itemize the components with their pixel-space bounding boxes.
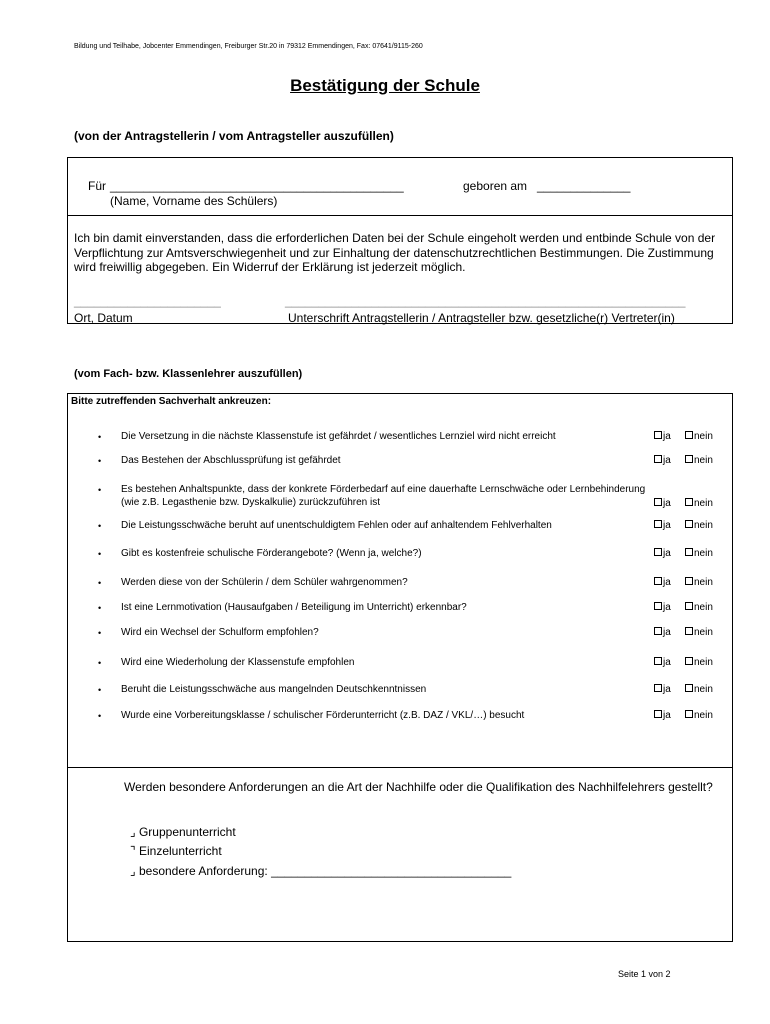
header-line: Bildung und Teilhabe, Jobcenter Emmendingen, Freiburger Str.20 in 79312 Emmendingen, Fax: 07641/9115-260 xyxy=(74,43,423,50)
place-date-field[interactable]: ______________________ xyxy=(74,294,221,308)
checkbox-yes-label: ja xyxy=(663,602,671,613)
bullet-icon: • xyxy=(98,603,102,613)
option-special-requirement[interactable] xyxy=(130,864,511,878)
signature-label: Unterschrift Antragstellerin / Antragsteller bzw. gesetzliche(r) Vertreter(in) xyxy=(288,311,675,325)
checkbox-yes-label: ja xyxy=(663,431,671,442)
bullet-icon: • xyxy=(98,628,102,638)
checkbox-icon[interactable] xyxy=(685,627,693,635)
question-text: Wird ein Wechsel der Schulform empfohlen? xyxy=(121,627,319,638)
checkbox-no[interactable] xyxy=(685,455,713,466)
checkbox-yes[interactable] xyxy=(654,657,671,668)
question-text: Werden diese von der Schülerin / dem Schüler wahrgenommen? xyxy=(121,577,408,588)
checkbox-icon[interactable] xyxy=(654,710,662,718)
checkbox-no[interactable] xyxy=(685,657,713,668)
checkbox-no-label: nein xyxy=(694,577,713,588)
requirements-question: Werden besondere Anforderungen an die Art der Nachhilfe oder die Qualifikation des Nachhilfelehrers gestellt? xyxy=(124,780,713,794)
checkbox-yes[interactable] xyxy=(654,627,671,638)
question-text: Das Bestehen der Abschlussprüfung ist gefährdet xyxy=(121,455,341,466)
checkbox-no[interactable] xyxy=(685,602,713,613)
checkbox-icon[interactable] xyxy=(654,577,662,585)
for-label: Für xyxy=(88,179,106,193)
page-title: Bestätigung der Schule xyxy=(290,76,480,95)
checkbox-icon[interactable] xyxy=(685,657,693,665)
bullet-icon: • xyxy=(98,578,102,588)
divider xyxy=(67,215,733,216)
signature-field[interactable]: ____________________________________________________________ xyxy=(285,294,686,308)
checkbox-no[interactable] xyxy=(685,548,713,559)
checkbox-icon[interactable]: ⌝ xyxy=(130,844,139,858)
question-text: Beruht die Leistungsschwäche aus mangelnden Deutschkenntnissen xyxy=(121,684,427,695)
option-label: Einzelunterricht xyxy=(138,844,222,858)
bullet-icon: • xyxy=(98,549,102,559)
question-text: Wird eine Wiederholung der Klassenstufe empfohlen xyxy=(121,657,355,668)
checkbox-no-label: nein xyxy=(694,431,713,442)
checkbox-yes-label: ja xyxy=(663,657,671,668)
name-hint: (Name, Vorname des Schülers) xyxy=(110,194,278,208)
bullet-icon: • xyxy=(98,521,102,531)
checkbox-icon[interactable] xyxy=(685,710,693,718)
checkbox-no[interactable] xyxy=(685,710,713,721)
checkbox-icon[interactable] xyxy=(685,602,693,610)
checkbox-yes-label: ja xyxy=(663,627,671,638)
checkbox-yes-label: ja xyxy=(663,710,671,721)
bullet-icon: • xyxy=(98,456,102,466)
requirement-field[interactable]: ____________________________________ xyxy=(271,864,512,878)
bullet-icon: • xyxy=(98,685,102,695)
checkbox-no[interactable] xyxy=(685,498,713,509)
checkbox-icon[interactable] xyxy=(685,455,693,463)
checkbox-icon[interactable] xyxy=(654,431,662,439)
checkbox-yes-label: ja xyxy=(663,498,671,509)
checkbox-icon[interactable]: ⌟ xyxy=(130,825,139,839)
checkbox-yes[interactable] xyxy=(654,498,671,509)
checkbox-no[interactable] xyxy=(685,577,713,588)
checkbox-no-label: nein xyxy=(694,627,713,638)
section2-subtitle: (vom Fach- bzw. Klassenlehrer auszufüllen) xyxy=(74,368,303,380)
bullet-icon: • xyxy=(98,485,102,495)
checkbox-no-label: nein xyxy=(694,657,713,668)
checkbox-icon[interactable] xyxy=(654,684,662,692)
bullet-icon: • xyxy=(98,711,102,721)
checkbox-no-label: nein xyxy=(694,684,713,695)
checkbox-no[interactable] xyxy=(685,627,713,638)
page-number: Seite 1 von 2 xyxy=(618,969,671,979)
option-label: besondere Anforderung: xyxy=(138,864,268,878)
checkbox-icon[interactable] xyxy=(685,431,693,439)
checkbox-icon[interactable]: ⌟ xyxy=(130,864,139,878)
bullet-icon: • xyxy=(98,432,102,442)
checkbox-yes[interactable] xyxy=(654,684,671,695)
checkbox-yes-label: ja xyxy=(663,684,671,695)
instruction-text: Bitte zutreffenden Sachverhalt ankreuzen: xyxy=(71,396,272,407)
question-text: Wurde eine Vorbereitungsklasse / schulischer Förderunterricht (z.B. DAZ / VKL/…) besucht xyxy=(121,710,525,721)
checkbox-icon[interactable] xyxy=(654,602,662,610)
option-label: Gruppenunterricht xyxy=(138,825,236,839)
checkbox-yes[interactable] xyxy=(654,710,671,721)
checkbox-no-label: nein xyxy=(694,602,713,613)
checkbox-yes[interactable] xyxy=(654,520,671,531)
checkbox-icon[interactable] xyxy=(685,684,693,692)
question-text: Die Leistungsschwäche beruht auf unentschuldigtem Fehlen oder auf anhaltendem Fehlverhalten xyxy=(121,520,552,531)
checkbox-icon[interactable] xyxy=(654,627,662,635)
checkbox-icon[interactable] xyxy=(685,577,693,585)
checkbox-no-label: nein xyxy=(694,548,713,559)
checkbox-no-label: nein xyxy=(694,710,713,721)
checkbox-yes-label: ja xyxy=(663,548,671,559)
checkbox-icon[interactable] xyxy=(654,548,662,556)
checkbox-yes-label: ja xyxy=(663,577,671,588)
option-single-lessons[interactable] xyxy=(130,844,222,858)
question-text: Die Versetzung in die nächste Klassenstufe ist gefährdet / wesentliches Lernziel wird nicht erreicht xyxy=(121,431,556,442)
birthdate-field[interactable]: ______________ xyxy=(537,179,631,193)
checkbox-no-label: nein xyxy=(694,455,713,466)
option-group-lessons[interactable] xyxy=(130,825,236,839)
name-field[interactable]: ____________________________________________ xyxy=(110,179,404,193)
question-text: Es bestehen Anhaltspunkte, dass der konkrete Förderbedarf auf eine dauerhafte Lernschwäche oder Lernbehinderung (wie z.B. Legasthenie bzw. Dyskalkulie) zurückzuführen ist xyxy=(121,484,646,508)
divider xyxy=(67,767,733,768)
checkbox-icon[interactable] xyxy=(654,520,662,528)
checkbox-icon[interactable] xyxy=(654,498,662,506)
checkbox-icon[interactable] xyxy=(685,548,693,556)
question-text: Gibt es kostenfreie schulische Förderangebote? (Wenn ja, welche?) xyxy=(121,548,422,559)
checkbox-yes[interactable] xyxy=(654,431,671,442)
checkbox-yes[interactable] xyxy=(654,548,671,559)
checkbox-no[interactable] xyxy=(685,431,713,442)
checkbox-yes-label: ja xyxy=(663,520,671,531)
checkbox-yes[interactable] xyxy=(654,455,671,466)
checkbox-no-label: nein xyxy=(694,498,713,509)
born-label: geboren am xyxy=(463,179,528,193)
checkbox-yes-label: ja xyxy=(663,455,671,466)
checkbox-icon[interactable] xyxy=(685,498,693,506)
checkbox-yes[interactable] xyxy=(654,577,671,588)
checkbox-icon[interactable] xyxy=(685,520,693,528)
question-text: Ist eine Lernmotivation (Hausaufgaben / Beteiligung im Unterricht) erkennbar? xyxy=(121,602,467,613)
place-date-label: Ort, Datum xyxy=(74,311,133,325)
consent-text: Ich bin damit einverstanden, dass die erforderlichen Daten bei der Schule eingeholt werden und entbinde Schule von der Verpflichtung zur Amtsverschwiegenheit und zur Einhaltung der datenschutzrechtlichen Bestimmungen. Die Zustimmung wird freiwillig abgegeben. Ein Widerruf der Erklärung ist jederzeit möglich. xyxy=(74,231,716,274)
checkbox-icon[interactable] xyxy=(654,657,662,665)
checkbox-no-label: nein xyxy=(694,520,713,531)
checkbox-icon[interactable] xyxy=(654,455,662,463)
section1-subtitle: (von der Antragstellerin / vom Antragsteller auszufüllen) xyxy=(74,129,394,143)
checkbox-no[interactable] xyxy=(685,684,713,695)
checkbox-yes[interactable] xyxy=(654,602,671,613)
checkbox-no[interactable] xyxy=(685,520,713,531)
bullet-icon: • xyxy=(98,658,102,668)
